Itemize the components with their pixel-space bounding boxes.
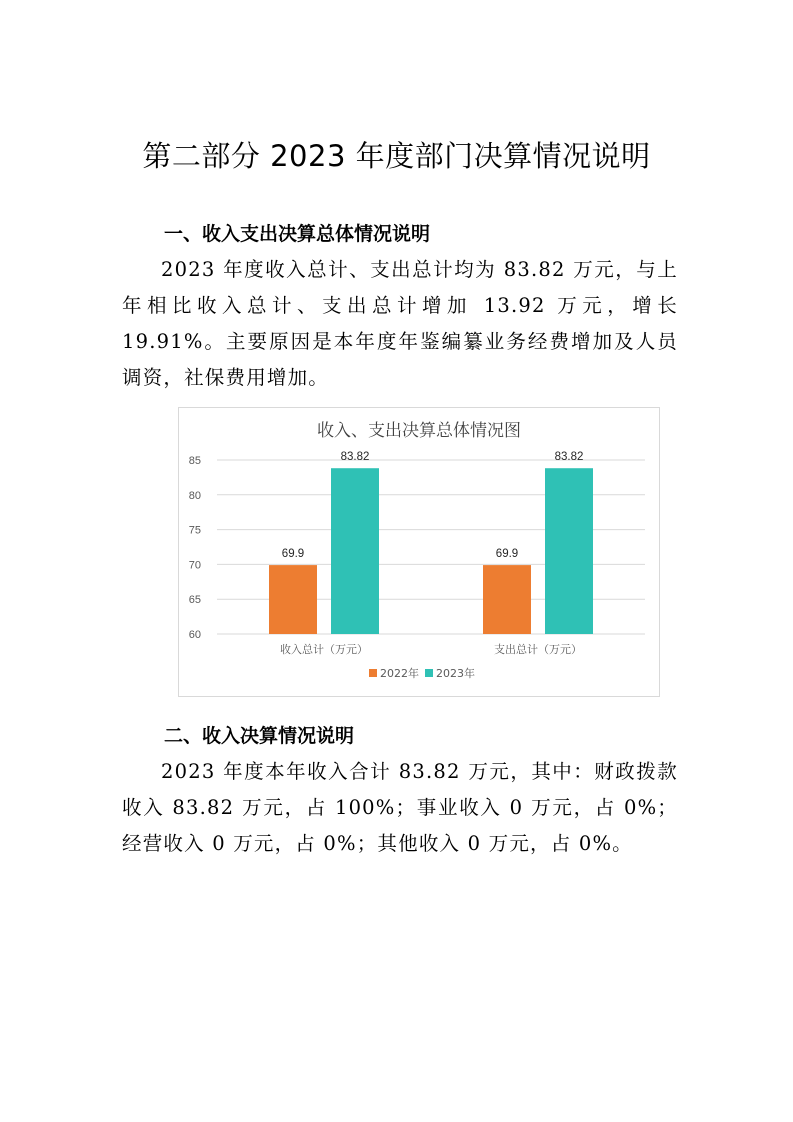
- bar: [545, 468, 593, 634]
- category-label: 收入总计（万元）: [280, 643, 368, 656]
- section1-heading: 一、收入支出决算总体情况说明: [164, 223, 431, 245]
- legend-swatch: [369, 669, 377, 677]
- section2-heading: 二、收入决算情况说明: [164, 725, 355, 747]
- chart-title: 收入、支出决算总体情况图: [317, 421, 521, 441]
- chart-bars: [269, 451, 593, 634]
- data-label: 69.9: [495, 548, 519, 561]
- data-label: 83.82: [554, 451, 584, 464]
- y-tick-label: 80: [188, 489, 201, 502]
- income-expense-chart: [178, 407, 660, 697]
- section1-paragraph: 2023 年度收入总计、支出总计均为 83.82 万元，与上年相比收入总计、支出总计增加 13.92 万元，增长 19.91%。主要原因是本年度年鉴编纂业务经费增加及人员调资，社保费用增加。: [122, 258, 678, 389]
- category-label: 支出总计（万元）: [494, 643, 582, 656]
- page-title: 第二部分 2023 年度部门决算情况说明: [142, 139, 651, 173]
- legend-label: 2023年: [436, 667, 475, 680]
- bar: [269, 565, 317, 634]
- chart-y-ticks: [189, 455, 201, 641]
- chart-categories: [280, 642, 582, 656]
- y-tick-label: 65: [188, 594, 201, 607]
- bar: [483, 565, 531, 634]
- section2-paragraph: 2023 年度本年收入合计 83.82 万元，其中：财政拨款收入 83.82 万元，占 100%；事业收入 0 万元，占 0%；经营收入 0 万元，占 0%；其他收入 0 万元，占 0%。: [122, 760, 678, 855]
- bar: [331, 468, 379, 634]
- y-tick-label: 85: [188, 455, 201, 467]
- legend-label: 2022年: [380, 667, 419, 680]
- y-tick-label: 75: [188, 524, 201, 537]
- legend-swatch: [425, 669, 433, 677]
- chart-svg: [179, 408, 659, 696]
- y-tick-label: 70: [188, 559, 201, 572]
- chart-legend: [369, 666, 475, 680]
- y-tick-label: 60: [188, 629, 201, 641]
- data-label: 69.9: [281, 548, 305, 561]
- data-label: 83.82: [340, 451, 370, 464]
